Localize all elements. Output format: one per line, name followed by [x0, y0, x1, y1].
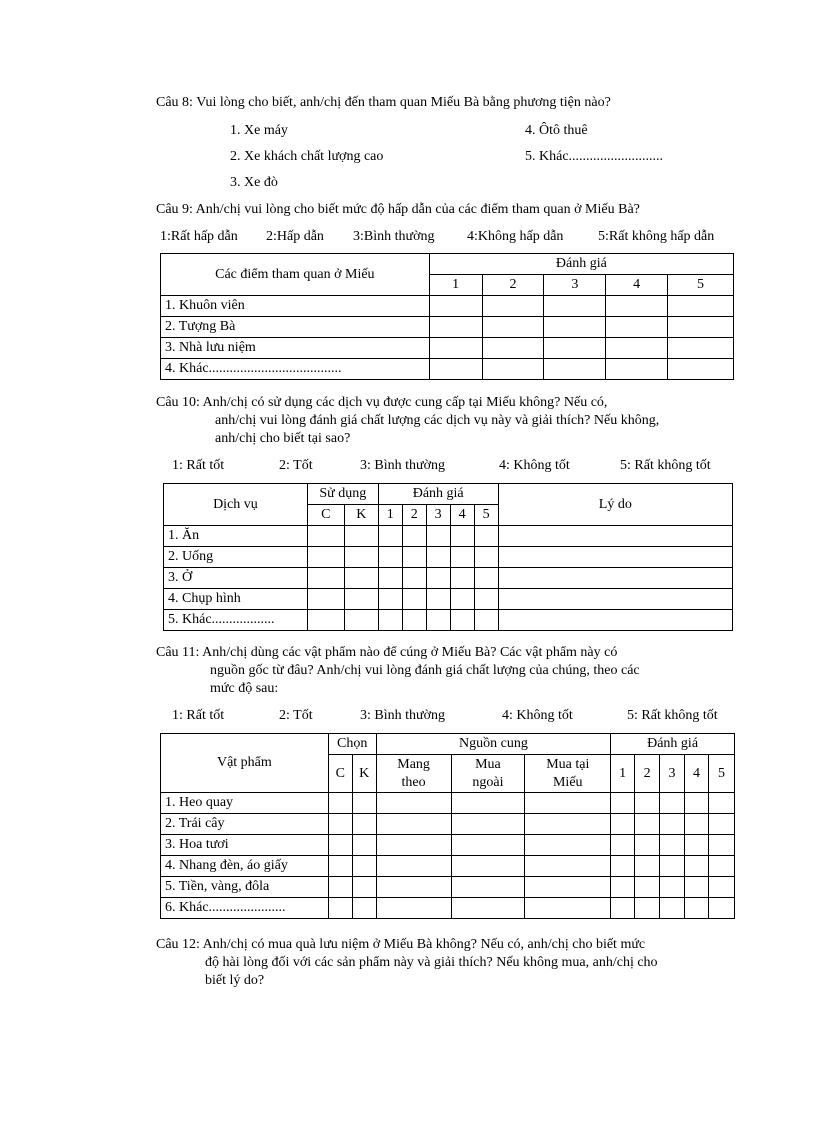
q10-reason-header: Lý do [498, 484, 732, 526]
choose-cell[interactable] [328, 835, 352, 856]
q10-use-k: K [344, 505, 378, 526]
source-cell[interactable] [525, 793, 611, 814]
table-row [161, 338, 734, 359]
rating-cell[interactable] [685, 835, 709, 856]
q11-scale-1: 1: Rất tốt [172, 708, 225, 723]
rating-cell[interactable] [402, 610, 426, 631]
q9-rating-3: 3 [544, 275, 606, 296]
rating-cell[interactable] [635, 877, 660, 898]
rating-cell[interactable] [708, 814, 734, 835]
rating-cell[interactable] [474, 526, 498, 547]
choose-cell[interactable] [328, 877, 352, 898]
rating-cell[interactable] [708, 856, 734, 877]
rating-cell[interactable] [660, 898, 685, 919]
rating-cell[interactable] [482, 359, 544, 380]
table-row [161, 835, 735, 856]
q10-rating-5: 5 [474, 505, 498, 526]
q10-line-2: anh/chị vui lòng đánh giá chất lượng các dịch vụ này và giải thích? Nếu không, [215, 413, 660, 428]
q11-rating-2: 2 [635, 755, 660, 793]
rating-cell[interactable] [544, 338, 606, 359]
rating-cell[interactable] [606, 296, 668, 317]
q10-row-label: 5. Khác.................. [164, 610, 308, 631]
rating-cell[interactable] [429, 296, 482, 317]
rating-cell[interactable] [668, 317, 734, 338]
rating-cell[interactable] [708, 835, 734, 856]
q10-table [163, 483, 733, 631]
rating-cell[interactable] [635, 835, 660, 856]
source-cell[interactable] [525, 856, 611, 877]
rating-cell[interactable] [402, 547, 426, 568]
q11-line-3: mức độ sau: [210, 681, 279, 696]
choose-cell[interactable] [352, 898, 376, 919]
reason-cell[interactable] [498, 610, 732, 631]
rating-cell[interactable] [426, 568, 450, 589]
source-cell[interactable] [376, 877, 451, 898]
rating-cell[interactable] [474, 589, 498, 610]
q9-text: Câu 9: Anh/chị vui lòng cho biết mức độ hấp dẫn của các điểm tham quan ở Miếu Bà? [156, 202, 640, 217]
rating-cell[interactable] [660, 856, 685, 877]
use-cell[interactable] [307, 568, 344, 589]
q9-rating-4: 4 [606, 275, 668, 296]
use-cell[interactable] [344, 568, 378, 589]
q11-rating-3: 3 [660, 755, 685, 793]
q11-source-mua-tai-mieu: Mua tại Miếu [525, 755, 611, 793]
choose-cell[interactable] [352, 814, 376, 835]
q11-row-label: 5. Tiền, vàng, đôla [161, 877, 329, 898]
q9-rating-2: 2 [482, 275, 544, 296]
rating-cell[interactable] [611, 856, 635, 877]
choose-cell[interactable] [328, 793, 352, 814]
rating-cell[interactable] [402, 589, 426, 610]
q10-service-header: Dịch vụ [164, 484, 308, 526]
q11-rating-4: 4 [685, 755, 709, 793]
rating-cell[interactable] [450, 547, 474, 568]
q11-scale-5: 5: Rất không tốt [627, 708, 718, 723]
source-cell[interactable] [451, 856, 525, 877]
q10-rating-1: 1 [378, 505, 402, 526]
rating-cell[interactable] [685, 856, 709, 877]
source-cell[interactable] [525, 877, 611, 898]
rating-cell[interactable] [378, 589, 402, 610]
q10-line-1: Câu 10: Anh/chị có sử dụng các dịch vụ được cung cấp tại Miếu không? Nếu có, [156, 395, 608, 410]
q11-source-header: Nguồn cung [376, 734, 610, 755]
q11-line-1: Câu 11: Anh/chị dùng các vật phẩm nào để cúng ở Miếu Bà? Các vật phẩm này có [156, 645, 618, 660]
q9-scale-3: 3:Bình thường [353, 229, 435, 244]
reason-cell[interactable] [498, 547, 732, 568]
reason-cell[interactable] [498, 526, 732, 547]
rating-cell[interactable] [426, 589, 450, 610]
choose-cell[interactable] [328, 898, 352, 919]
q9-row-label: 3. Nhà lưu niệm [161, 338, 430, 359]
q12-line-1: Câu 12: Anh/chị có mua quà lưu niệm ở Miếu Bà không? Nếu có, anh/chị cho biết mức [156, 937, 646, 952]
q10-row-label: 2. Uống [164, 547, 308, 568]
source-cell[interactable] [451, 814, 525, 835]
source-cell[interactable] [451, 898, 525, 919]
source-cell[interactable] [525, 898, 611, 919]
table-row [161, 359, 734, 380]
rating-cell[interactable] [429, 338, 482, 359]
use-cell[interactable] [307, 547, 344, 568]
rating-cell[interactable] [426, 526, 450, 547]
q11-row-label: 4. Nhang đèn, áo giấy [161, 856, 329, 877]
use-cell[interactable] [344, 526, 378, 547]
q8-option-4: 4. Ôtô thuê [525, 123, 588, 138]
rating-cell[interactable] [660, 835, 685, 856]
rating-cell[interactable] [378, 526, 402, 547]
rating-cell[interactable] [482, 317, 544, 338]
rating-cell[interactable] [611, 898, 635, 919]
rating-cell[interactable] [611, 793, 635, 814]
rating-cell[interactable] [450, 568, 474, 589]
table-row [161, 317, 734, 338]
rating-cell[interactable] [544, 296, 606, 317]
choose-cell[interactable] [352, 793, 376, 814]
q9-rating-1: 1 [429, 275, 482, 296]
q10-row-label: 1. Ăn [164, 526, 308, 547]
rating-cell[interactable] [474, 568, 498, 589]
rating-cell[interactable] [708, 898, 734, 919]
q11-rating-1: 1 [611, 755, 635, 793]
rating-cell[interactable] [426, 610, 450, 631]
q11-item-header: Vật phẩm [161, 734, 329, 793]
q10-row-label: 4. Chụp hình [164, 589, 308, 610]
q11-source-mang-theo: Mang theo [376, 755, 451, 793]
choose-cell[interactable] [352, 877, 376, 898]
table-row [161, 793, 735, 814]
rating-cell[interactable] [668, 296, 734, 317]
q11-row-label: 1. Heo quay [161, 793, 329, 814]
q9-rating-header: Đánh giá [429, 254, 733, 275]
rating-cell[interactable] [378, 547, 402, 568]
rating-cell[interactable] [402, 526, 426, 547]
q10-row-label: 3. Ở [164, 568, 308, 589]
q11-choose-k: K [352, 755, 376, 793]
rating-cell[interactable] [482, 296, 544, 317]
q11-choose-c: C [328, 755, 352, 793]
table-row [164, 526, 733, 547]
table-row [164, 589, 733, 610]
q11-source-mua-ngoai: Mua ngoài [451, 755, 525, 793]
choose-cell[interactable] [328, 814, 352, 835]
rating-cell[interactable] [474, 610, 498, 631]
q11-scale-2: 2: Tốt [279, 708, 313, 723]
table-row [164, 568, 733, 589]
rating-cell[interactable] [685, 793, 709, 814]
source-cell[interactable] [451, 793, 525, 814]
reason-cell[interactable] [498, 568, 732, 589]
use-cell[interactable] [307, 589, 344, 610]
q11-table [160, 733, 735, 919]
q11-rating-5: 5 [708, 755, 734, 793]
q8-option-1: 1. Xe máy [230, 123, 288, 138]
q10-rating-2: 2 [402, 505, 426, 526]
reason-cell[interactable] [498, 589, 732, 610]
q11-scale-4: 4: Không tốt [502, 708, 573, 723]
q10-scale-4: 4: Không tốt [499, 458, 570, 473]
source-cell[interactable] [451, 835, 525, 856]
q11-rating-header: Đánh giá [611, 734, 735, 755]
q11-line-2: nguồn gốc từ đâu? Anh/chị vui lòng đánh giá chất lượng của chúng, theo các [210, 663, 640, 678]
q10-rating-4: 4 [450, 505, 474, 526]
table-row [161, 877, 735, 898]
use-cell[interactable] [344, 589, 378, 610]
q9-row-label: 2. Tượng Bà [161, 317, 430, 338]
q12-line-2: độ hài lòng đối với các sản phẩm này và giải thích? Nếu không mua, anh/chị cho [205, 955, 658, 970]
rating-cell[interactable] [708, 793, 734, 814]
rating-cell[interactable] [606, 338, 668, 359]
source-cell[interactable] [525, 814, 611, 835]
rating-cell[interactable] [378, 568, 402, 589]
rating-cell[interactable] [450, 526, 474, 547]
rating-cell[interactable] [611, 835, 635, 856]
q10-scale-5: 5: Rất không tốt [620, 458, 711, 473]
source-cell[interactable] [376, 793, 451, 814]
rating-cell[interactable] [635, 793, 660, 814]
q10-rating-header: Đánh giá [378, 484, 498, 505]
q8-option-2: 2. Xe khách chất lượng cao [230, 149, 384, 164]
rating-cell[interactable] [402, 568, 426, 589]
rating-cell[interactable] [378, 610, 402, 631]
q11-row-label: 2. Trái cây [161, 814, 329, 835]
q8-option-5: 5. Khác........................... [525, 149, 664, 164]
rating-cell[interactable] [426, 547, 450, 568]
source-cell[interactable] [376, 898, 451, 919]
q8-option-3: 3. Xe đò [230, 175, 278, 190]
source-cell[interactable] [376, 814, 451, 835]
table-row [161, 898, 735, 919]
q12-line-3: biết lý do? [205, 973, 265, 988]
q10-use-c: C [307, 505, 344, 526]
q9-col-header: Các điểm tham quan ở Miếu [161, 254, 430, 296]
choose-cell[interactable] [352, 835, 376, 856]
rating-cell[interactable] [450, 589, 474, 610]
rating-cell[interactable] [685, 814, 709, 835]
q10-line-3: anh/chị cho biết tại sao? [215, 431, 351, 446]
q9-scale-1: 1:Rất hấp dẫn [160, 229, 238, 244]
source-cell[interactable] [525, 835, 611, 856]
rating-cell[interactable] [660, 877, 685, 898]
use-cell[interactable] [344, 547, 378, 568]
rating-cell[interactable] [474, 547, 498, 568]
use-cell[interactable] [307, 610, 344, 631]
q11-row-label: 3. Hoa tươi [161, 835, 329, 856]
rating-cell[interactable] [708, 877, 734, 898]
rating-cell[interactable] [668, 338, 734, 359]
rating-cell[interactable] [635, 856, 660, 877]
rating-cell[interactable] [685, 877, 709, 898]
choose-cell[interactable] [352, 856, 376, 877]
table-row [161, 296, 734, 317]
use-cell[interactable] [344, 610, 378, 631]
q10-scale-1: 1: Rất tốt [172, 458, 225, 473]
q11-scale-3: 3: Bình thường [360, 708, 445, 723]
rating-cell[interactable] [429, 359, 482, 380]
rating-cell[interactable] [544, 317, 606, 338]
choose-cell[interactable] [328, 856, 352, 877]
source-cell[interactable] [376, 835, 451, 856]
q9-row-label: 1. Khuôn viên [161, 296, 430, 317]
q8-text: Câu 8: Vui lòng cho biết, anh/chị đến tham quan Miếu Bà bằng phương tiện nào? [156, 95, 611, 110]
rating-cell[interactable] [606, 359, 668, 380]
table-row [161, 814, 735, 835]
rating-cell[interactable] [660, 793, 685, 814]
q9-scale-5: 5:Rất không hấp dẫn [598, 229, 715, 244]
rating-cell[interactable] [606, 317, 668, 338]
q10-scale-2: 2: Tốt [279, 458, 313, 473]
q9-row-label: 4. Khác...................................... [161, 359, 430, 380]
rating-cell[interactable] [660, 814, 685, 835]
rating-cell[interactable] [668, 359, 734, 380]
rating-cell[interactable] [635, 814, 660, 835]
q9-rating-5: 5 [668, 275, 734, 296]
table-row [164, 547, 733, 568]
rating-cell[interactable] [611, 814, 635, 835]
q11-row-label: 6. Khác...................... [161, 898, 329, 919]
rating-cell[interactable] [635, 898, 660, 919]
q10-scale-3: 3: Bình thường [360, 458, 445, 473]
q10-rating-3: 3 [426, 505, 450, 526]
table-row [161, 856, 735, 877]
rating-cell[interactable] [429, 317, 482, 338]
rating-cell[interactable] [450, 610, 474, 631]
q9-scale-4: 4:Không hấp dẫn [467, 229, 564, 244]
table-row [164, 610, 733, 631]
source-cell[interactable] [451, 877, 525, 898]
q9-scale-2: 2:Hấp dẫn [266, 229, 324, 244]
q11-choose-header: Chọn [328, 734, 376, 755]
rating-cell[interactable] [685, 898, 709, 919]
use-cell[interactable] [307, 526, 344, 547]
q9-table [160, 253, 734, 380]
rating-cell[interactable] [482, 338, 544, 359]
q10-use-header: Sử dụng [307, 484, 378, 505]
rating-cell[interactable] [544, 359, 606, 380]
rating-cell[interactable] [611, 877, 635, 898]
source-cell[interactable] [376, 856, 451, 877]
